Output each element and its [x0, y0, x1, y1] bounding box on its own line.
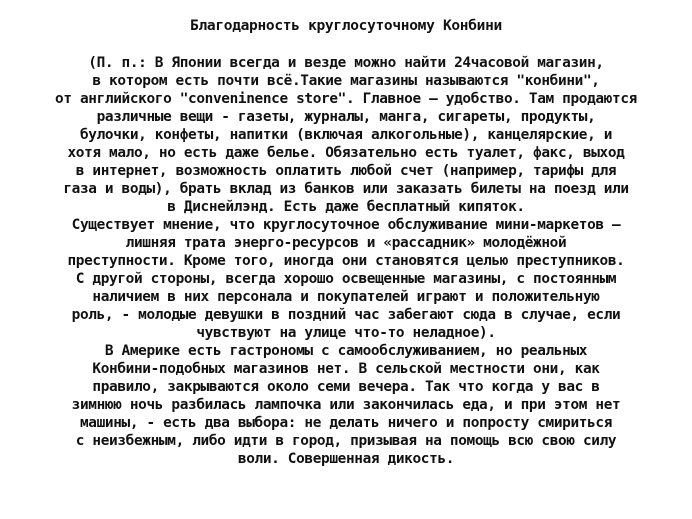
- paragraph-1: [0, 54, 692, 342]
- paragraph-1-line: в интернет, возможность оплатить любой счет (например, тарифы для: [75, 163, 617, 179]
- paragraph-2-line: Конбини-подобных магазинов нет. В сельской местности они, как: [92, 361, 600, 377]
- paragraph-1-line: наличием в них персонала и покупателей играют и положительную: [92, 289, 600, 305]
- document-title: Благодарность круглосуточному Конбини: [190, 18, 502, 34]
- paragraph-1-line: (П. п.: В Японии всегда и везде можно найти 24часовой магазин,: [88, 55, 604, 71]
- paragraph-1-line: роль, - молодые девушки в поздний час забегают сюда в случае, если: [71, 307, 621, 323]
- paragraph-1-line: в котором есть почти всё.Такие магазины называются "конбини",: [92, 73, 600, 89]
- paragraph-1-line: хотя мало, но есть даже белье. Обязательно есть туалет, факс, выход: [67, 145, 625, 161]
- paragraph-1-line: булочки, конфеты, напитки (включая алкогольные), канцелярские, и: [79, 127, 613, 143]
- paragraph-2-line: зимнюю ночь разбилась лампочка или закончилась еда, и при этом нет: [71, 397, 621, 413]
- paragraph-2: [0, 342, 692, 468]
- paragraph-1-line: различные вещи - газеты, журналы, манга, сигареты, продукты,: [96, 109, 596, 125]
- paragraph-2-line: машины, - есть два выбора: не делать ничего и попросту смириться: [79, 415, 613, 431]
- paragraph-1-line: Существует мнение, что круглосуточное обслуживание мини-маркетов –: [71, 217, 621, 233]
- paragraph-2-line: В Америке есть гастрономы с самообслуживанием, но реальных: [104, 343, 588, 359]
- paragraph-1-line: чувствуют на улице что-то неладное).: [196, 325, 496, 341]
- paragraph-2-line: воли. Совершенная дикость.: [237, 451, 455, 467]
- paragraph-2-line: правило, закрываются около семи вечера. Так что когда у вас в: [92, 379, 600, 395]
- paragraph-1-line: С другой стороны, всегда хорошо освещенные магазины, с постоянным: [75, 271, 617, 287]
- paragraph-1-line: от английского "conveninence store". Главное – удобство. Там продаются: [55, 91, 637, 107]
- paragraph-2-line: с неизбежным, либо идти в город, призывая на помощь всю свою силу: [75, 433, 617, 449]
- paragraph-1-line: лишняя трата энерго-ресурсов и «рассадник» молодёжной: [125, 235, 567, 251]
- paragraph-1-line: в Диснейлэнд. Есть даже бесплатный кипяток.: [167, 199, 525, 215]
- paragraph-1-line: газа и воды), брать вклад из банков или заказать билеты на поезд или: [63, 181, 629, 197]
- paragraph-1-line: преступности. Кроме того, иногда они становятся целью преступников.: [67, 253, 625, 269]
